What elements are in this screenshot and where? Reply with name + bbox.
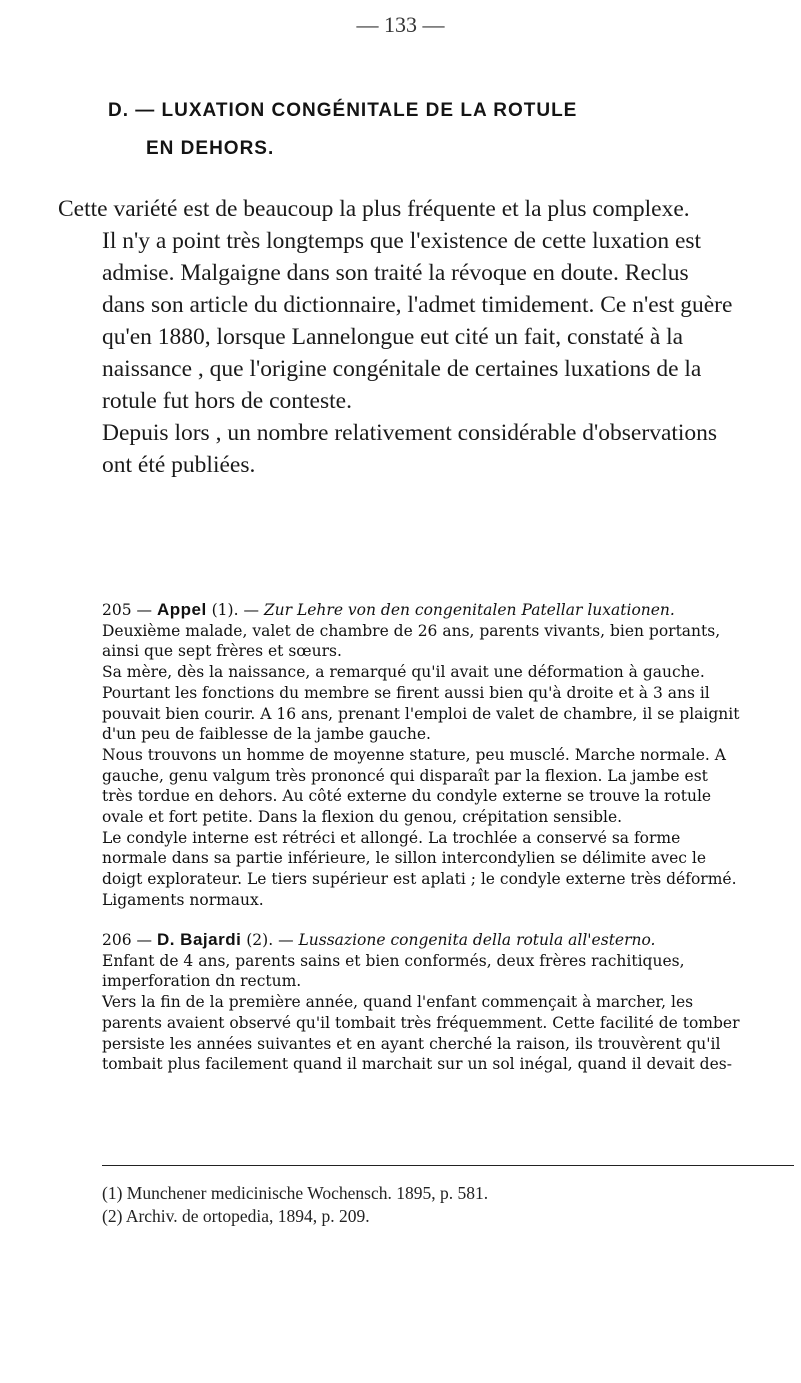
observation-206 — [102, 930, 742, 1075]
intro-paragraph: Il n'y a point très longtemps que l'existence de cette luxation est admise. Malgaigne dans son traité la révoque en doute. Reclus dans son article du dictionnaire, l'admet timidement. Ce n'est guère qu'en 1880, lorsque Lannelongue eut cité un fait, constaté à la naissance , que l'origine congénitale de certaines luxations de la rotule fut hors de conteste. — [102, 228, 733, 414]
section-heading-line2: EN DEHORS. — [146, 138, 275, 159]
footnote: (2) Archiv. de ortopedia, 1894, p. 209. — [102, 1206, 370, 1226]
observation-paragraph: Sa mère, dès la naissance, a remarqué qu'il avait une déformation à gauche. Pourtant les fonctions du membre se firent aussi bien qu'à droite et à 3 ans il pouvait bien courir. A 16 ans, prenant l'emploi de valet de chambre, il se plaignit d'un peu de faiblesse de la jambe gauche. — [102, 663, 740, 744]
observation-paragraph: Le condyle interne est rétréci et allongé. La trochlée a conservé sa forme normale dans sa partie inférieure, le sillon intercondylien se délimite avec le doigt explorateur. Le tiers supérieur est aplati ; le condyle externe très déformé. Ligaments normaux. — [102, 828, 737, 909]
observation-ref: (1). — [211, 601, 239, 619]
intro-paragraph: Depuis lors , un nombre relativement considérable d'observations ont été publiées. — [102, 420, 718, 478]
page-number: — 133 — — [356, 12, 445, 37]
observation-title: Lussazione congenita della rotula all'esterno. — [298, 931, 656, 949]
observation-author: D. Bajardi — [156, 930, 242, 949]
section-heading — [44, 92, 774, 168]
observation-paragraph: Deuxième malade, valet de chambre de 26 ans, parents vivants, bien portants, ainsi que sept frères et sœurs. — [102, 621, 721, 661]
observation-title: Zur Lehre von den congenitalen Patellar luxationen. — [263, 601, 675, 619]
observation-header: 206 — D. Bajardi (2). — Lussazione congenita della rotula all'esterno. — [102, 930, 656, 949]
observation-paragraph: Vers la fin de la première année, quand l'enfant commençait à marcher, les parents avaient observé qu'il tombait très fréquemment. Cette facilité de tomber persiste les années suivantes et en ayant cherché la raison, ils trouvèrent qu'il tombait plus facilement quand il marchait sur un sol inégal, quand il devait des- — [102, 993, 740, 1074]
observation-header: 205 — Appel (1). — Zur Lehre von den congenitalen Patellar luxationen. — [102, 600, 675, 619]
observation-ref: (2). — [246, 931, 274, 949]
observation-number: 205 — — [102, 601, 153, 619]
footnote-divider — [102, 1165, 794, 1166]
intro-paragraph: Cette variété est de beaucoup la plus fréquente et la plus complexe. — [58, 196, 690, 222]
observation-paragraph: Nous trouvons un homme de moyenne stature, peu musclé. Marche normale. A gauche, genu valgum très prononcé qui disparaît par la flexion. La jambe est très tordue en dehors. Au côté externe du condyle externe se trouve la rotule ovale et fort petite. Dans la flexion du genou, crépitation sensible. — [102, 745, 726, 827]
observation-author: Appel — [156, 600, 207, 619]
observation-205 — [102, 600, 742, 911]
intro-text — [58, 193, 736, 481]
section-heading-line1: D. — LUXATION CONGÉNITALE DE LA ROTULE — [108, 100, 578, 121]
observation-paragraph: Enfant de 4 ans, parents sains et bien conformés, deux frères rachitiques, imperforation dn rectum. — [102, 951, 685, 991]
footnote: (1) Munchener medicinische Wochensch. 1895, p. 581. — [102, 1183, 489, 1203]
footnotes — [102, 1182, 742, 1228]
observation-number: 206 — — [102, 931, 153, 949]
